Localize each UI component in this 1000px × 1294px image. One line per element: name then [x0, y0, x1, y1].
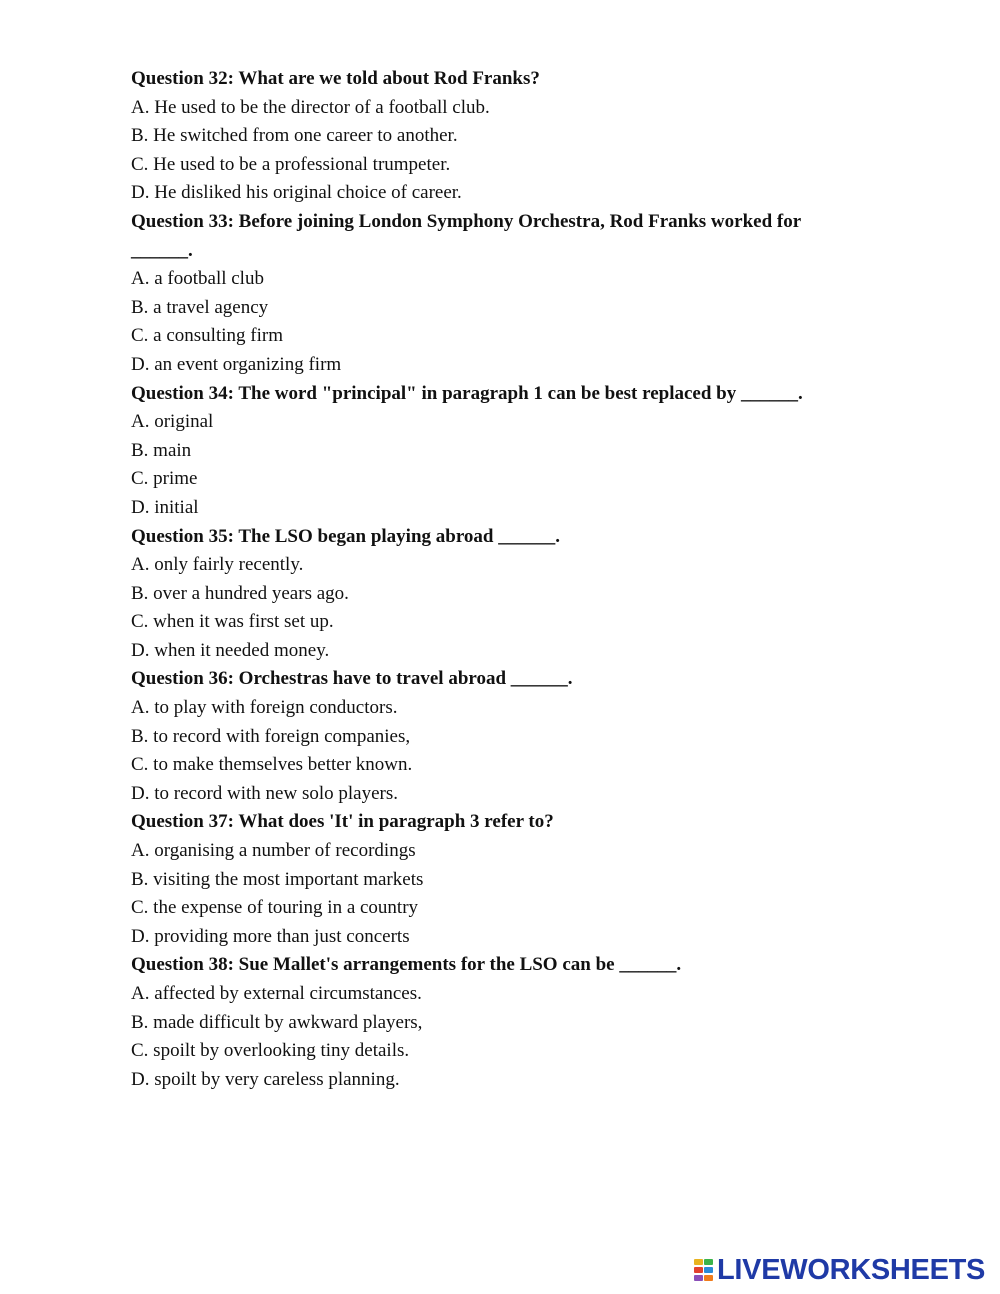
answer-option: C. when it was first set up.: [131, 611, 334, 633]
answer-option: D. initial: [131, 496, 199, 518]
question-block: [131, 665, 851, 808]
question-prompt: Question 36: Orchestras have to travel abroad ______.: [131, 668, 573, 690]
answer-option: B. main: [131, 439, 192, 461]
question-prompt: Question 37: What does 'It' in paragraph 3 refer to?: [131, 811, 554, 833]
answer-option: B. a travel agency: [131, 296, 269, 318]
answer-option: C. to make themselves better known.: [131, 754, 413, 776]
answer-option: D. an event organizing firm: [131, 353, 342, 375]
question-prompt: Question 32: What are we told about Rod Franks?: [131, 68, 540, 89]
answer-option: A. affected by external circumstances.: [131, 983, 422, 1004]
answer-option: B. made difficult by awkward players,: [131, 1011, 423, 1033]
answer-option: D. spoilt by very careless planning.: [131, 1068, 400, 1090]
answer-option: D. providing more than just concerts: [131, 925, 410, 947]
answer-option: A. original: [131, 411, 214, 433]
question-block: [131, 65, 851, 208]
answer-option: B. He switched from one career to another.: [131, 125, 458, 147]
question-prompt: Question 35: The LSO began playing abroad ______.: [131, 525, 561, 547]
answer-option: D. when it needed money.: [131, 639, 330, 661]
question-block: [131, 808, 851, 951]
answer-option: D. He disliked his original choice of career.: [131, 182, 462, 204]
answer-option: B. over a hundred years ago.: [131, 582, 349, 604]
answer-option: A. a football club: [131, 268, 264, 290]
answer-option: A. organising a number of recordings: [131, 840, 416, 862]
answer-option: B. to record with foreign companies,: [131, 725, 411, 747]
answer-option: D. to record with new solo players.: [131, 782, 398, 804]
question-prompt: Question 33: Before joining London Symphony Orchestra, Rod Franks worked for: [131, 210, 802, 232]
question-block: [131, 380, 851, 523]
answer-option: C. prime: [131, 468, 198, 490]
answer-option: B. visiting the most important markets: [131, 868, 424, 890]
question-prompt: ______.: [131, 239, 193, 261]
answer-option: C. He used to be a professional trumpeter.: [131, 153, 451, 175]
question-block: [131, 208, 851, 380]
answer-option: A. He used to be the director of a football club.: [131, 96, 490, 118]
answer-option: A. only fairly recently.: [131, 554, 304, 576]
answer-option: C. a consulting firm: [131, 325, 283, 347]
worksheet-document: [131, 65, 851, 1094]
brand-wordmark: LIVEWORKSHEETS: [717, 1254, 986, 1286]
question-prompt: Question 34: The word "principal" in paragraph 1 can be best replaced by ______.: [131, 382, 803, 404]
answer-option: C. the expense of touring in a country: [131, 897, 419, 919]
question-prompt: Question 38: Sue Mallet's arrangements for the LSO can be ______.: [131, 954, 682, 976]
answer-option: C. spoilt by overlooking tiny details.: [131, 1040, 410, 1062]
question-block: [131, 951, 851, 1094]
liveworksheets-brand: [694, 1255, 985, 1285]
question-block: [131, 523, 851, 666]
liveworksheets-logo-icon: [694, 1259, 714, 1281]
answer-option: A. to play with foreign conductors.: [131, 697, 398, 719]
